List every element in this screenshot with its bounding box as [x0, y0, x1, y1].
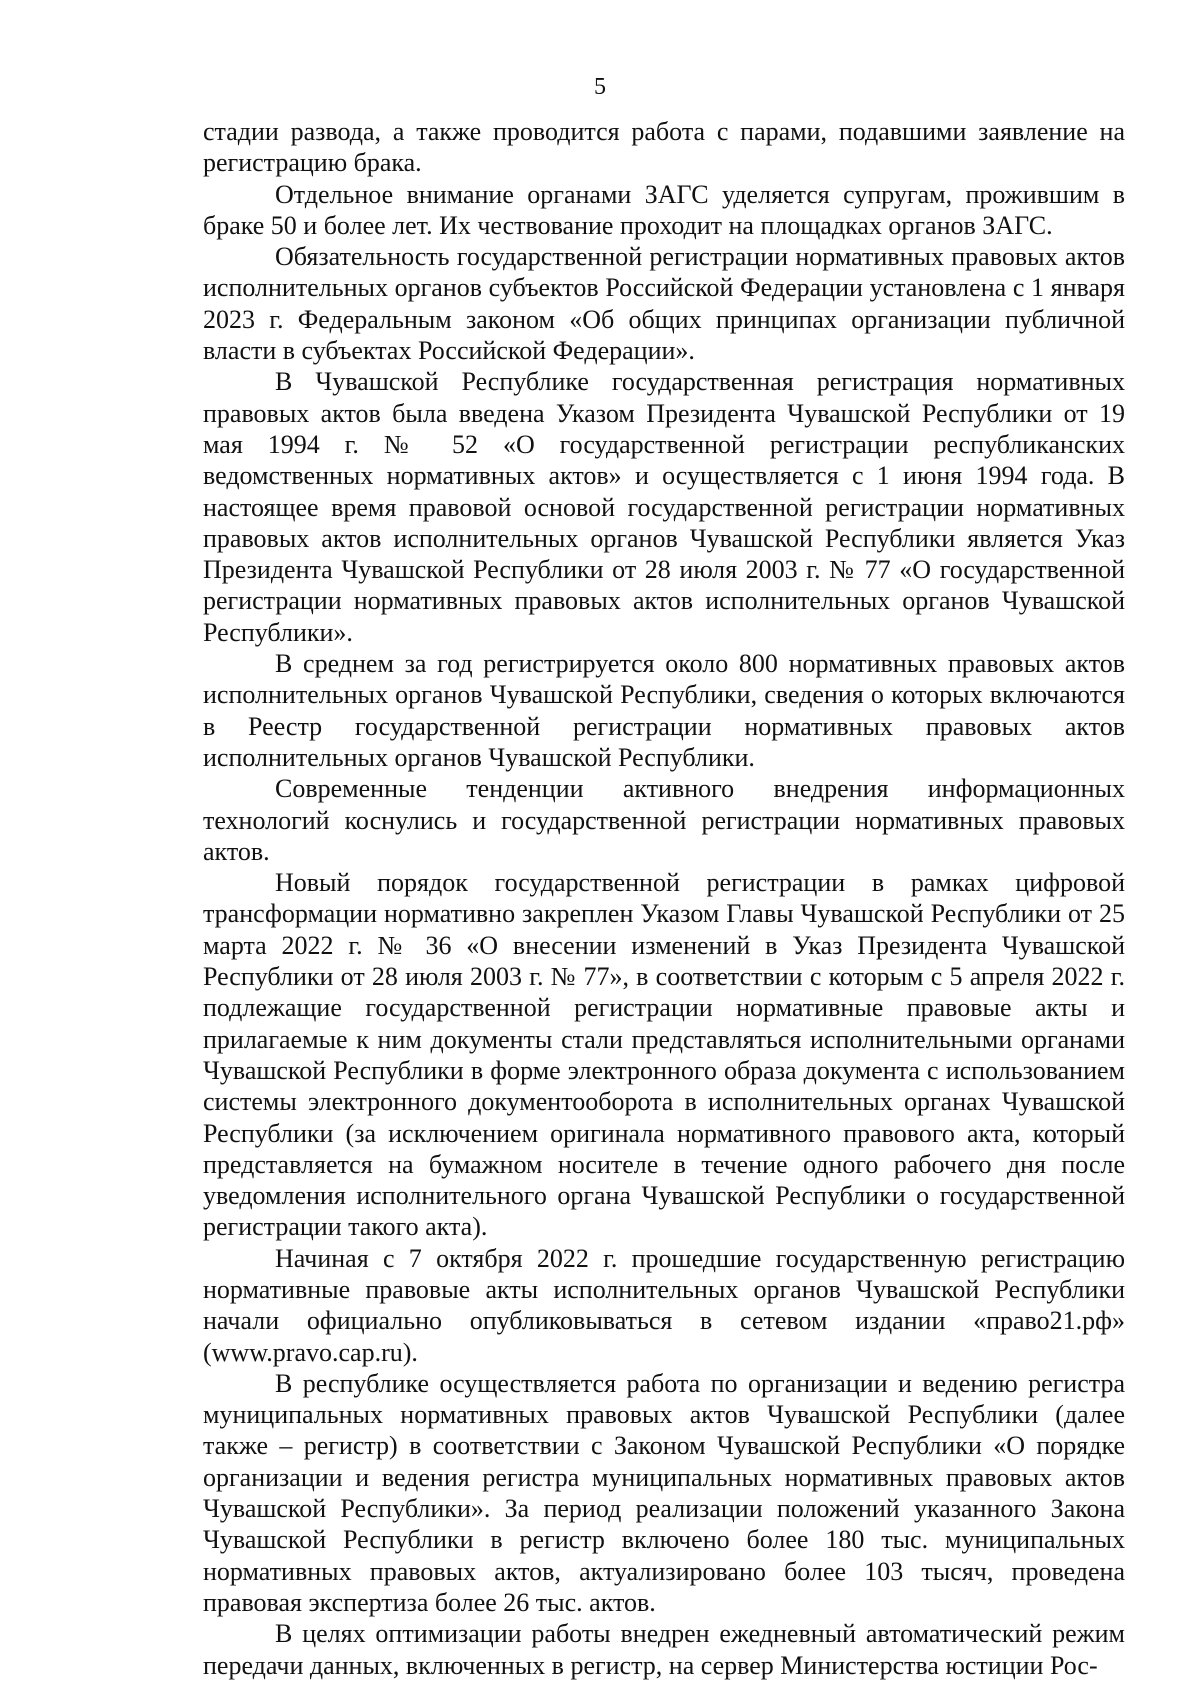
paragraph: Современные тенденции активного внедрения информационных технологий коснулись и государственной регистрации нормативных правовых актов.: [203, 774, 1125, 866]
paragraph: Обязательность государственной регистрации нормативных правовых актов исполнительных органов субъектов Российской Федерации установлена с 1 января 2023 г. Федеральным законом «Об общих принципах организации публичной власти в субъектах Российской Федерации».: [203, 242, 1125, 366]
paragraph: Отдельное внимание органами ЗАГС уделяется супругам, прожившим в браке 50 и более лет. Их чествование проходит на площадках органов ЗАГС.: [203, 179, 1125, 240]
paragraph: В целях оптимизации работы внедрен ежедневный автоматический режим передачи данных, включенных в регистр, на сервер Министерства юстиции Рос-: [203, 1619, 1125, 1680]
paragraph: В республике осуществляется работа по организации и ведению регистра муниципальных нормативных правовых актов Чувашской Республики (далее также – регистр) в соответствии с Законом Чувашской Республики «О порядке организации и ведения регистра муниципальных нормативных правовых актов Чувашской Республики». За период реализации положений указанного Закона Чувашской Республики в регистр включено более 180 тыс. муниципальных нормативных правовых актов, актуализировано более 103 тысяч, проведена правовая экспертиза более 26 тыс. актов.: [203, 1368, 1125, 1617]
paragraph-continued: стадии развода, а также проводится работа с парами, подавшими заявление на регистрацию брака.: [203, 117, 1125, 178]
paragraph: В среднем за год регистрируется около 800 нормативных правовых актов исполнительных органов Чувашской Республики, сведения о которых включаются в Реестр государственной регистрации нормативных правовых актов исполнительных органов Чувашской Республики.: [203, 649, 1125, 772]
page-number: 5: [594, 74, 606, 100]
paragraph: В Чувашской Республике государственная регистрация нормативных правовых актов была введена Указом Президента Чувашской Республики от 19 мая 1994 г. № 52 «О государственной регистрации республиканских ведомственных нормативных актов» и осуществляется с 1 июня 1994 года. В настоящее время правовой основой государственной регистрации нормативных правовых актов исполнительных органов Чувашской Республики является Указ Президента Чувашской Республики от 28 июля 2003 г. № 77 «О государственной регистрации нормативных правовых актов исполнительных органов Чувашской Республики».: [203, 367, 1125, 647]
paragraph: Новый порядок государственной регистрации в рамках цифровой трансформации нормативно закреплен Указом Главы Чувашской Республики от 25 марта 2022 г. № 36 «О внесении изменений в Указ Президента Чувашской Республики от 28 июля 2003 г. № 77», в соответствии с которым с 5 апреля 2022 г. подлежащие государственной регистрации нормативные правовые акты и прилагаемые к ним документы стали представляться исполнительными органами Чувашской Республики в форме электронного образа документа с использованием системы электронного документооборота в исполнительных органах Чувашской Республики (за исключением оригинала нормативного правового акта, который представляется на бумажном носителе в течение одного рабочего дня после уведомления исполнительного органа Чувашской Республики о государственной регистрации такого акта).: [203, 868, 1125, 1242]
body-text: [203, 116, 1125, 1681]
paragraph: Начиная с 7 октября 2022 г. прошедшие государственную регистрацию нормативные правовые акты исполнительных органов Чувашской Республики начали официально опубликовываться в сетевом издании «право21.рф» (www.pravo.cap.ru).: [203, 1243, 1125, 1367]
